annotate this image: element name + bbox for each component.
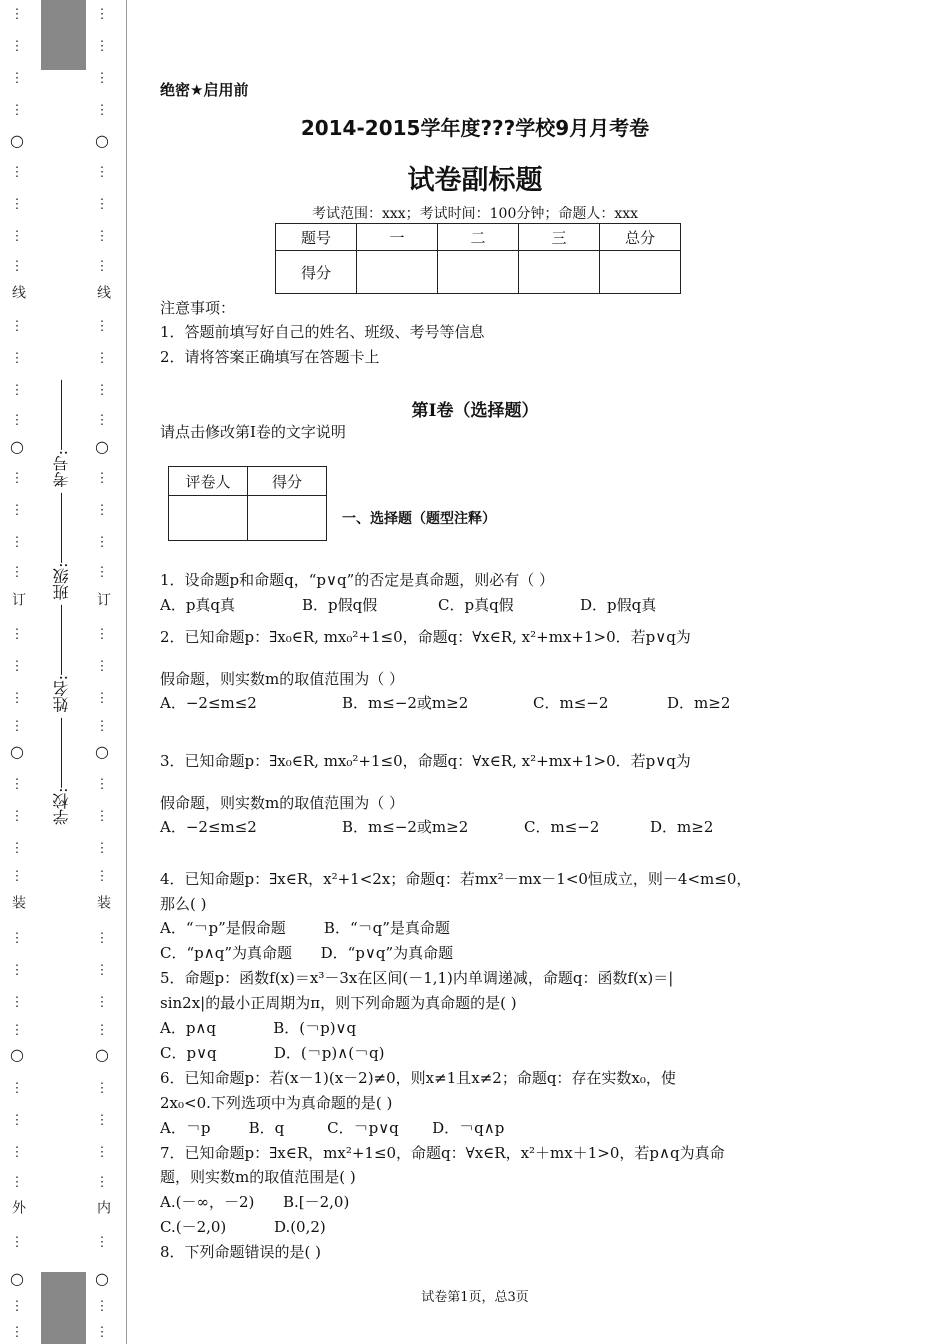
- circle-mark: ○: [95, 131, 109, 150]
- inner-binding-column: ⋮ ⋮ ⋮ ⋮ ○ ⋮ ⋮ ⋮ ⋮ 线 ⋮ ⋮ ⋮ ⋮ ○ ⋮ ⋮ ⋮ ⋮ 订 ⋮ ⋮ ⋮ ⋮ ○ ⋮ ⋮ ⋮ ⋮ 装 ⋮ ⋮ ⋮ ⋮ ○ ⋮ ⋮ ⋮ ⋮ 内 ⋮ ○ ⋮ ⋮: [95, 7, 111, 1340]
- q1-option-c: C．p真q假: [438, 596, 514, 614]
- label-outer: 外: [10, 1200, 26, 1214]
- label-line: 线: [10, 285, 26, 299]
- q3-option-a: A．−2≤m≤2: [160, 818, 257, 836]
- circle-mark: ○: [10, 1269, 24, 1288]
- question-7-cont: 题，则实数m的取值范围是( ): [160, 1168, 356, 1186]
- note-item: 1．答题前填写好自己的姓名、班级、考号等信息: [160, 323, 485, 341]
- label-order: 订: [10, 592, 26, 606]
- name-label: 姓名:: [52, 674, 71, 713]
- school-blank[interactable]: [62, 717, 63, 787]
- gray-band-bottom: [41, 1272, 86, 1344]
- section-desc: 请点击修改第I卷的文字说明: [160, 423, 346, 441]
- label-bind: 装: [95, 895, 111, 909]
- question-3-cont: 假命题，则实数m的取值范围为（ ）: [160, 794, 404, 812]
- circle-mark: ○: [10, 131, 24, 150]
- question-1: 1．设命题p和命题q，“p∨q”的否定是真命题，则必有（ ）: [160, 571, 555, 589]
- label-line: 线: [95, 285, 111, 299]
- note-item: 2．请将答案正确填写在答题卡上: [160, 348, 380, 366]
- q4-options-cd: C．“p∧q”为真命题 D．“p∨q”为真命题: [160, 944, 454, 962]
- q2-option-a: A．−2≤m≤2: [160, 694, 257, 712]
- q1-option-b: B．p假q假: [302, 596, 378, 614]
- circle-mark: ○: [10, 742, 24, 761]
- q2-option-b: B．m≤−2或m≥2: [342, 694, 469, 712]
- score-cell[interactable]: [600, 251, 681, 294]
- school-label: 学校:: [52, 787, 71, 825]
- question-5-cont: sin2x|的最小正周期为π，则下列命题为真命题的是( ): [160, 994, 517, 1012]
- q3-option-d: D．m≥2: [650, 818, 714, 836]
- grader-header: 得分: [248, 467, 327, 496]
- q5-options-ab: A．p∧q B．(￢p)∨q: [160, 1019, 357, 1037]
- q1-option-d: D．p假q真: [580, 596, 657, 614]
- question-type-title: 一、选择题（题型注释）: [342, 511, 496, 527]
- class-label: 班级:: [52, 562, 71, 600]
- exam-subtitle: 试卷副标题: [407, 165, 543, 196]
- q2-option-c: C．m≤−2: [533, 694, 609, 712]
- q7-options-ab: A.(－∞，－2) B.[－2,0): [160, 1193, 350, 1211]
- score-header: 一: [357, 224, 438, 251]
- name-blank[interactable]: [62, 605, 63, 675]
- question-3: 3．已知命题p：∃x₀∈R, mx₀²+1≤0，命题q：∀x∈R, x²+mx+1>0．若p∨q为: [160, 752, 691, 770]
- exam-title: 2014-2015学年度???学校9月月考卷: [300, 116, 650, 140]
- question-2-cont: 假命题，则实数m的取值范围为（ ）: [160, 670, 404, 688]
- grader-cell[interactable]: [248, 496, 327, 541]
- grader-cell[interactable]: [169, 496, 248, 541]
- circle-mark: ○: [95, 742, 109, 761]
- score-header: 二: [438, 224, 519, 251]
- q3-option-c: C．m≤−2: [524, 818, 600, 836]
- exam-number-blank[interactable]: [62, 380, 63, 450]
- score-cell[interactable]: [357, 251, 438, 294]
- score-cell[interactable]: [519, 251, 600, 294]
- q3-option-b: B．m≤−2或m≥2: [342, 818, 469, 836]
- margin-divider: [126, 0, 127, 1344]
- q5-options-cd: C．p∨q D．(￢p)∧(￢q): [160, 1044, 385, 1062]
- circle-mark: ○: [10, 1045, 24, 1064]
- question-2: 2．已知命题p：∃x₀∈R, mx₀²+1≤0，命题q：∀x∈R, x²+mx+1>0．若p∨q为: [160, 628, 691, 646]
- score-table: [275, 223, 681, 294]
- score-header: 总分: [600, 224, 681, 251]
- circle-mark: ○: [95, 1269, 109, 1288]
- circle-mark: ○: [95, 1045, 109, 1064]
- confidential-mark: 绝密★启用前: [160, 81, 249, 99]
- score-header: 题号: [276, 224, 357, 251]
- question-6: 6．已知命题p：若(x－1)(x－2)≠0，则x≠1且x≠2；命题q：存在实数x₀，使: [160, 1069, 676, 1087]
- score-cell[interactable]: [438, 251, 519, 294]
- notes-title: 注意事项：: [160, 299, 236, 317]
- page-footer: 试卷第1页，总3页: [421, 1290, 529, 1305]
- grader-header: 评卷人: [169, 467, 248, 496]
- dots: ⋮: [10, 7, 24, 22]
- circle-mark: ○: [95, 437, 109, 456]
- outer-binding-column: ⋮ ⋮ ⋮ ⋮ ○ ⋮ ⋮ ⋮ ⋮ 线 ⋮ ⋮ ⋮ ⋮ ○ ⋮ ⋮ ⋮ ⋮ 订 ⋮ ⋮ ⋮ ⋮ ○ ⋮ ⋮ ⋮ ⋮ 装 ⋮ ⋮ ⋮ ⋮ ○ ⋮ ⋮ ⋮ ⋮ 外 ⋮ ○ ⋮ ⋮: [10, 7, 26, 1340]
- question-7: 7．已知命题p：∃x∈R，mx²+1≤0，命题q：∀x∈R，x²＋mx＋1>0，若p∧q为真命: [160, 1144, 725, 1162]
- q6-options: A．￢p B．q C．￢p∨q D．￢q∧p: [160, 1119, 505, 1137]
- gray-band-top: [41, 0, 86, 70]
- class-blank[interactable]: [62, 492, 63, 562]
- question-5: 5．命题p：函数f(x)＝x³－3x在区间(－1,1)内单调递减，命题q：函数f(x)＝|: [160, 969, 674, 987]
- label-inner: 内: [95, 1200, 111, 1214]
- question-4: 4．已知命题p：∃x∈R，x²+1<2x；命题q：若mx²－mx－1<0恒成立，则－4<m≤0，: [160, 870, 752, 888]
- label-order: 订: [95, 592, 111, 606]
- q7-options-cd: C.(－2,0) D.(0,2): [160, 1218, 326, 1236]
- section-title: 第I卷（选择题）: [411, 401, 539, 421]
- exam-meta: 考试范围：xxx；考试时间：100分钟；命题人：xxx: [311, 206, 639, 222]
- exam-number-label: 考号:: [52, 450, 71, 488]
- question-4-cont: 那么( ): [160, 895, 207, 913]
- circle-mark: ○: [10, 437, 24, 456]
- label-bind: 装: [10, 895, 26, 909]
- grader-table: [168, 466, 327, 541]
- q2-option-d: D．m≥2: [667, 694, 731, 712]
- q4-options-ab: A．“￢p”是假命题 B．“￢q”是真命题: [160, 919, 450, 937]
- score-row-label: 得分: [276, 251, 357, 294]
- student-info-fields: [50, 380, 73, 825]
- question-8: 8．下列命题错误的是( ): [160, 1243, 322, 1261]
- question-6-cont: 2x₀<0.下列选项中为真命题的是( ): [160, 1094, 393, 1112]
- q1-option-a: A．p真q真: [160, 596, 236, 614]
- score-header: 三: [519, 224, 600, 251]
